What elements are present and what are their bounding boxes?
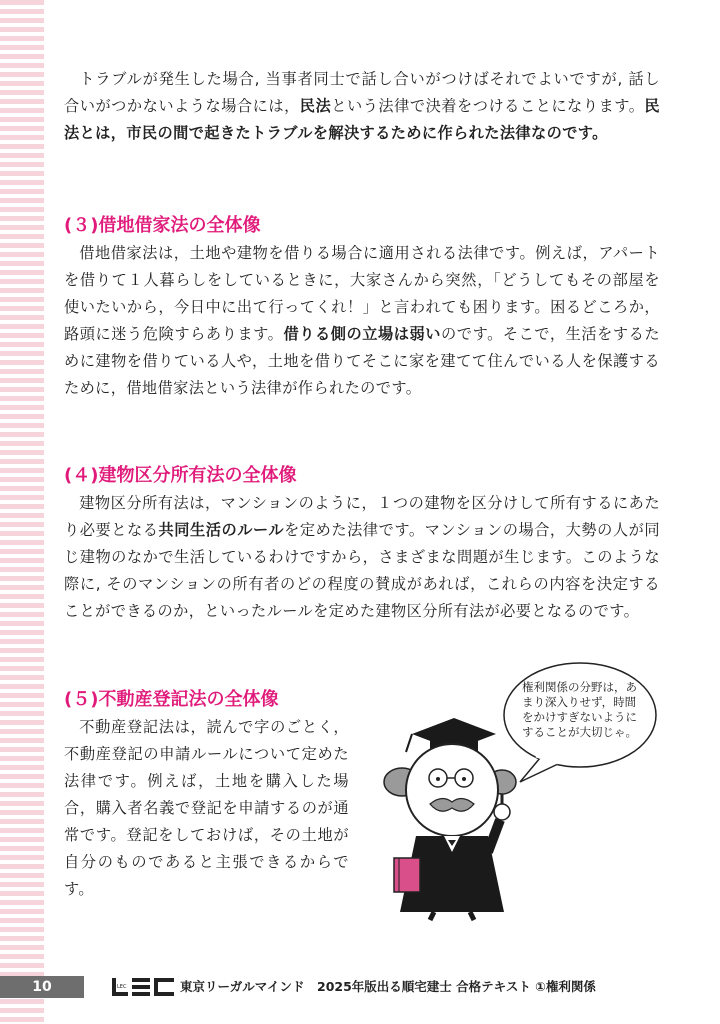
section-3	[64, 212, 660, 402]
section-4-text: 建物区分所有法は，マンションのように，１つの建物を区分けして所有するにあたり必要となる共同生活のルールを定めた法律です。マンションの場合，大勢の人が同じ建物のなかで生活しているわけですから，さまざまな問題が生じます。このような際に, そのマンションの所有者のどの程度の賛成があれば，これらの内容を決定することができるのか，といったルールを定めた建物区分所有法が必要となるのです。	[64, 494, 660, 620]
intro-paragraph: トラブルが発生した場合, 当事者同士で話し合いがつけばそれでよいですが, 話し合いがつかないような場合には，民法という法律で決着をつけることになります。民法とは，市民の間で起きたトラブルを解決するために作られた法律なのです。	[64, 70, 661, 142]
section-4-heading: (４)建物区分所有法の全体像	[64, 465, 297, 486]
side-stripe	[0, 0, 44, 1024]
speech-bubble-text: 権利関係の分野は，あまり深入りせず，時間をかけすぎないようにすることが大切じゃ。	[522, 680, 637, 739]
section-3-heading: (３)借地借家法の全体像	[64, 215, 261, 236]
section-5-text: 不動産登記法は，読んで字のごとく，不動産登記の申請ルールについて定めた法律です。例えば，土地を購入した場合，購入者名義で登記を申請するのが通常です。登記をしておけば，その土地が自分のものであると主張できるからです。	[64, 718, 349, 898]
svg-text:LEC: LEC	[117, 984, 127, 990]
lec-logo-icon	[112, 976, 178, 998]
section-5	[64, 686, 354, 903]
section-4	[64, 462, 660, 625]
page-number: 10	[0, 976, 84, 998]
footer-publication-title: 東京リーガルマインド 2025年版出る順宅建士 合格テキスト ①権利関係	[180, 979, 596, 994]
section-5-heading: (５)不動産登記法の全体像	[64, 689, 279, 710]
section-3-text: 借地借家法は，土地や建物を借りる場合に適用される法律です。例えば，アパートを借りて１人暮らしをしているときに，大家さんから突然，「どうしてもその部屋を使いたいから，今日中に出て行ってくれ！」と言われても困ります。困るどころか，路頭に迷う危険すらあります。借りる側の立場は弱いのです。そこで，生活をするために建物を借りている人や，土地を借りてそこに家を建てて住んでいる人を保護するために，借地借家法という法律が作られたのです。	[64, 244, 660, 397]
professor-illustration-icon	[372, 712, 532, 922]
